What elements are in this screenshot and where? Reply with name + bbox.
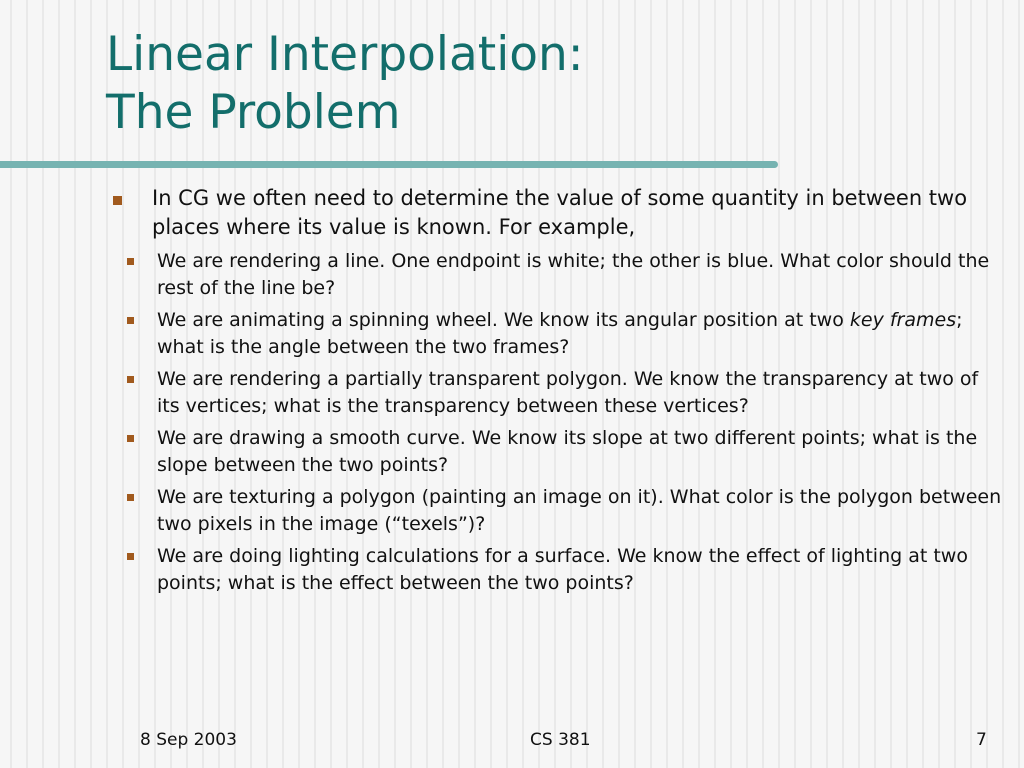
examples-list xyxy=(112,248,1002,597)
footer-date: 8 Sep 2003 xyxy=(140,730,237,750)
square-bullet-icon xyxy=(127,435,134,442)
square-bullet-icon xyxy=(127,376,134,383)
footer-course: CS 381 xyxy=(530,730,591,750)
example-text-after: ; what is the angle between the two frames? xyxy=(157,309,963,358)
square-bullet-icon xyxy=(127,317,134,324)
intro-text: In CG we often need to determine the value of some quantity in between two places where its value is known. For example, xyxy=(152,186,968,239)
example-item xyxy=(72,366,1002,420)
footer-page-number: 7 xyxy=(976,730,987,750)
example-item xyxy=(72,248,1002,302)
example-text: We are rendering a line. One endpoint is white; the other is blue. What color should the rest of the line be? xyxy=(157,250,990,299)
example-text: We are doing lighting calculations for a surface. We know the effect of lighting at two points; what is the effect between the two points? xyxy=(157,545,968,594)
example-item xyxy=(72,543,1002,597)
square-bullet-icon xyxy=(127,258,134,265)
example-text-before: We are animating a spinning wheel. We know its angular position at two xyxy=(157,309,850,331)
example-text: We are drawing a smooth curve. We know its slope at two different points; what is the slope between the two points? xyxy=(157,427,978,476)
slide-title-line-1: Linear Interpolation: xyxy=(106,27,584,82)
slide-title-line-2: The Problem xyxy=(106,85,401,140)
title-divider xyxy=(0,161,778,168)
example-text: We are rendering a partially transparent polygon. We know the transparency at two of its vertices; what is the transparency between these vertices? xyxy=(157,368,979,417)
example-text: We are texturing a polygon (painting an image on it). What color is the polygon between two pixels in the image (“texels”)? xyxy=(157,486,1002,535)
slide-body xyxy=(112,184,1002,602)
example-item xyxy=(72,425,1002,479)
square-bullet-icon xyxy=(113,196,122,205)
example-item xyxy=(72,307,1002,361)
example-item xyxy=(72,484,1002,538)
slide-title xyxy=(106,26,584,142)
square-bullet-icon xyxy=(127,494,134,501)
square-bullet-icon xyxy=(127,553,134,560)
example-emphasis: key frames xyxy=(849,309,957,331)
intro-bullet xyxy=(112,184,1002,242)
